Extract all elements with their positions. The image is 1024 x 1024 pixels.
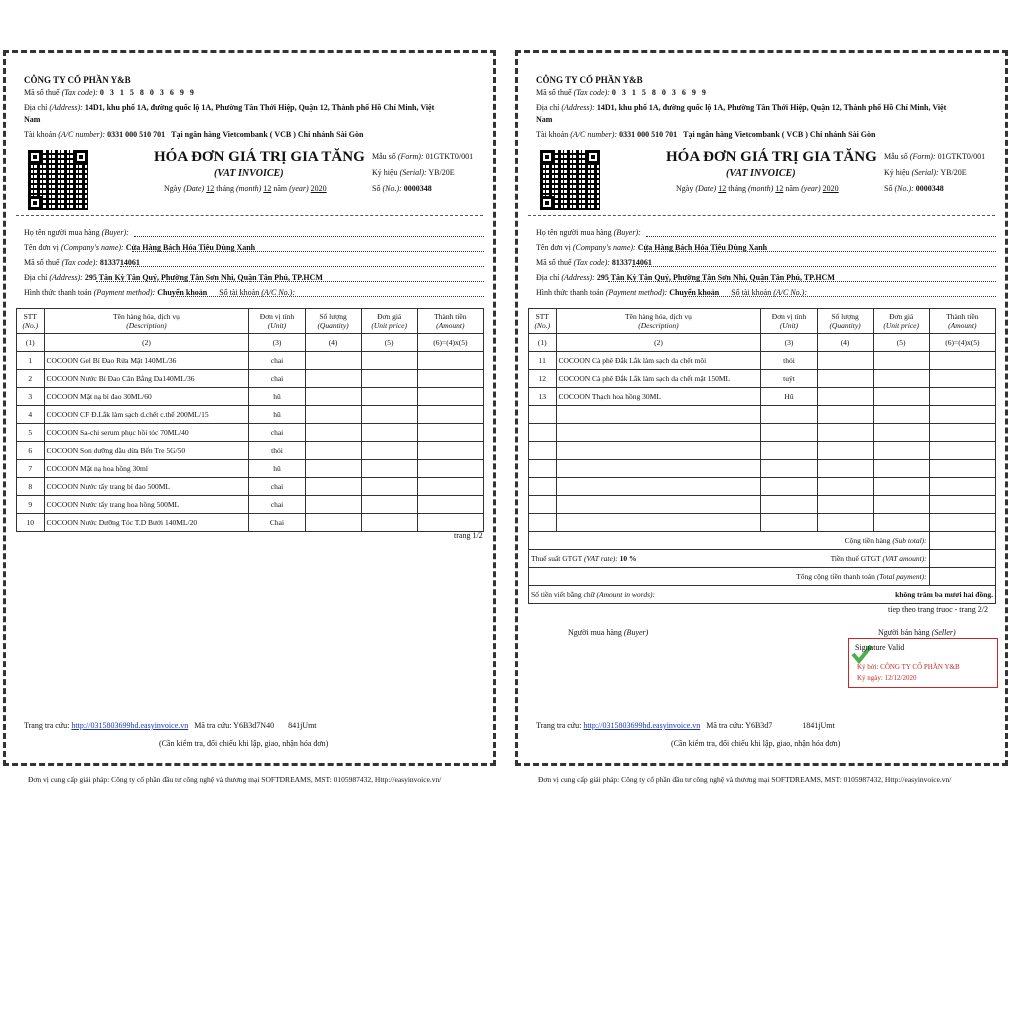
invoice-subtitle: (VAT INVOICE)	[726, 168, 796, 179]
table-row: 13 COCOON Thạch hoa hồng 30ML Hũ	[529, 388, 996, 406]
qr-code-icon	[28, 150, 88, 210]
table-row: 10 COCOON Nước Dưỡng Tóc T.D Bưởi 140ML/20 Chai	[17, 514, 484, 532]
invoice-page-2	[515, 50, 1008, 766]
items-table-page-2: STT (No.) Tên hàng hóa, dịch vụ (Description) Đơn vị tính (Unit) Số lượng (Quantity) Đơn giá (Unit price) Thành tiền (Amount) (1) (2) (3) (4) (5) (6)=(4)x(5) 11 COCOON Cà phê Đắk Lắk làm sạch da chết môi thỏi 12 COCOON Cà phê Đắk Lắk làm sạch da chết mặt 150ML tuýt 13 COCOON Thạch hoa hồng 30ML Hũ Cộng tiền hàng (Sub total): Thuế suất GTGT (VAT rate): 10 % Tiền thuế GTGT (VAT amount): Tổng cộng tiền thanh toán (Total payment): Số tiền viết bằng chữ (Amount in words): không trăm ba mươi hai đồng.	[528, 308, 996, 604]
items-table-page-1: STT (No.) Tên hàng hóa, dịch vụ (Description) Đơn vị tính (Unit) Số lượng (Quantity) Đơn giá (Unit price) Thành tiền (Amount) (1) (2) (3) (4) (5) (6)=(4)x(5) 1 COCOON Gel Bí Đao Rửa Mặt 140ML/36 chai 2 COCOON Nước Bí Đao Cân Bằng Da140ML/36 chai 3 COCOON Mặt nạ bí đao 30ML/60 hũ 4 COCOON CF Đ.Lắk làm sạch d.chết c.thể 200ML/15 hũ 5 COCOON Sa-chi serum phục hồi tóc 70ML/40 chai 6 COCOON Son dưỡng dầu dừa Bến Tre 5G/50 thỏi 7 COCOON Mặt nạ hoa hồng 30ml hũ 8 COCOON Nước tẩy trang bí đao 500ML chai 9 COCOON Nước tẩy trang hoa hồng 500ML chai 10 COCOON Nước Dưỡng Tóc T.D Bưởi 140ML/20 Chai	[16, 308, 484, 532]
seller-company-name: CÔNG TY CỔ PHẦN Y&B	[536, 75, 643, 85]
table-row-empty	[529, 442, 996, 460]
table-row-empty	[529, 406, 996, 424]
vat-row: Thuế suất GTGT (VAT rate): 10 % Tiền thuế GTGT (VAT amount):	[529, 550, 996, 568]
buyer-name-row: Họ tên người mua hàng (Buyer):	[536, 228, 641, 237]
amount-in-words-row: Số tiền viết bằng chữ (Amount in words): không trăm ba mươi hai đồng.	[529, 586, 996, 604]
seller-signature-label: Người bán hàng (Seller)	[878, 628, 956, 637]
seller-address-cont: Nam	[536, 115, 553, 124]
table-row: 9 COCOON Nước tẩy trang hoa hồng 500ML chai	[17, 496, 484, 514]
invoice-serial: Ký hiệu (Serial): YB/20E	[884, 168, 967, 177]
invoice-subtitle: (VAT INVOICE)	[214, 168, 284, 179]
signed-by: Ký bởi: CÔNG TY CỔ PHẦN Y&B	[857, 663, 960, 671]
table-row: 4 COCOON CF Đ.Lắk làm sạch d.chết c.thể 200ML/15 hũ	[17, 406, 484, 424]
signature-valid-text: Signature Valid	[855, 643, 905, 652]
table-row: 12 COCOON Cà phê Đắk Lắk làm sạch da chết mặt 150ML tuýt	[529, 370, 996, 388]
table-row-empty	[529, 478, 996, 496]
payment-row: Hình thức thanh toán (Payment method): Chuyển khoản Số tài khoản (A/C No.):	[536, 288, 807, 297]
invoice-form: Mẫu số (Form): 01GTKT0/001	[372, 152, 474, 161]
payment-row: Hình thức thanh toán (Payment method): Chuyển khoản Số tài khoản (A/C No.):	[24, 288, 295, 297]
table-row: 3 COCOON Mặt nạ bí đao 30ML/60 hũ	[17, 388, 484, 406]
table-row-empty	[529, 460, 996, 478]
invoice-title: HÓA ĐƠN GIÁ TRỊ GIA TĂNG	[154, 149, 365, 165]
invoice-number: Số (No.): 0000348	[372, 184, 432, 193]
table-row: 8 COCOON Nước tẩy trang bí đao 500ML chai	[17, 478, 484, 496]
seller-company-name: CÔNG TY CỔ PHẦN Y&B	[24, 75, 131, 85]
table-row: 2 COCOON Nước Bí Đao Cân Bằng Da140ML/36 chai	[17, 370, 484, 388]
buyer-tax-row: Mã số thuế (Tax code): 8133714061	[24, 258, 140, 267]
buyer-address-row: Địa chỉ (Address): 295 Tân Kỳ Tân Quý, Phường Tân Sơn Nhì, Quận Tân Phú, TP.HCM	[24, 273, 323, 282]
invoice-serial: Ký hiệu (Serial): YB/20E	[372, 168, 455, 177]
buyer-company-row: Tên đơn vị (Company's name): Cửa Hàng Bách Hóa Tiêu Dùng Xanh	[24, 243, 256, 252]
table-row: 6 COCOON Son dưỡng dầu dừa Bến Tre 5G/50 thỏi	[17, 442, 484, 460]
total-row: Tổng cộng tiền thanh toán (Total payment):	[529, 568, 996, 586]
invoice-date: Ngày (Date) 12 tháng (month) 12 năm (year) 2020	[164, 184, 327, 193]
qr-code-icon	[540, 150, 600, 210]
seller-account-row: Tài khoản (A/C number): 0331 000 510 701 Tại ngân hàng Vietcombank ( VCB ) Chi nhánh Sài Gòn	[536, 130, 876, 139]
invoice-title: HÓA ĐƠN GIÁ TRỊ GIA TĂNG	[666, 149, 877, 165]
invoice-number: Số (No.): 0000348	[884, 184, 944, 193]
page-1-note: trang 1/2	[454, 531, 483, 540]
buyer-tax-row: Mã số thuế (Tax code): 8133714061	[536, 258, 652, 267]
table-row-empty	[529, 496, 996, 514]
buyer-name-row: Họ tên người mua hàng (Buyer):	[24, 228, 129, 237]
lookup-row-page-2: Trang tra cứu: http://0315803699hd.easyinvoice.vn Mã tra cứu: Y6B3d7 1841jUmt	[536, 721, 835, 730]
lookup-note-page-2: (Cần kiểm tra, đối chiếu khi lập, giao, nhận hóa đơn)	[671, 739, 841, 748]
seller-address-row: Địa chỉ (Address): 14D1, khu phố 1A, đường quốc lộ 1A, Phường Tân Thới Hiệp, Quận 12, Thành phố Hồ Chí Minh, Việt	[24, 103, 435, 112]
lookup-link[interactable]: http://0315803699hd.easyinvoice.vn	[71, 721, 189, 730]
provider-footer-2: Đơn vị cung cấp giải pháp: Công ty cổ phần đầu tư công nghệ và thương mại SOFTDREAMS, MST: 0105987432, Http://easyinvoice.vn/	[538, 775, 952, 784]
seller-tax-row: Mã số thuế (Tax code): 0 3 1 5 8 0 3 6 9 9	[24, 88, 196, 97]
table-row: 5 COCOON Sa-chi serum phục hồi tóc 70ML/40 chai	[17, 424, 484, 442]
signed-date: Ký ngày: 12/12/2020	[857, 674, 917, 682]
buyer-signature-label: Người mua hàng (Buyer)	[568, 628, 649, 637]
lookup-note-page-1: (Cần kiểm tra, đối chiếu khi lập, giao, nhận hóa đơn)	[159, 739, 329, 748]
buyer-address-row: Địa chỉ (Address): 295 Tân Kỳ Tân Quý, Phường Tân Sơn Nhì, Quận Tân Phú, TP.HCM	[536, 273, 835, 282]
subtotal-row: Cộng tiền hàng (Sub total):	[529, 532, 996, 550]
invoice-date: Ngày (Date) 12 tháng (month) 12 năm (year) 2020	[676, 184, 839, 193]
seller-tax-row: Mã số thuế (Tax code): 0 3 1 5 8 0 3 6 9 9	[536, 88, 708, 97]
invoice-page-1	[3, 50, 496, 766]
seller-address-cont: Nam	[24, 115, 41, 124]
lookup-row-page-1: Trang tra cứu: http://0315803699hd.easyinvoice.vn Mã tra cứu: Y6B3d7N40 841jUmt	[24, 721, 317, 730]
seller-account-row: Tài khoản (A/C number): 0331 000 510 701 Tại ngân hàng Vietcombank ( VCB ) Chi nhánh Sài Gòn	[24, 130, 364, 139]
provider-footer-1: Đơn vị cung cấp giải pháp: Công ty cổ phần đầu tư công nghệ và thương mại SOFTDREAMS, MST: 0105987432, Http://easyinvoice.vn/	[28, 775, 442, 784]
table-row: 7 COCOON Mặt nạ hoa hồng 30ml hũ	[17, 460, 484, 478]
digital-signature-box	[848, 638, 998, 688]
table-row-empty	[529, 514, 996, 532]
table-row: 11 COCOON Cà phê Đắk Lắk làm sạch da chết môi thỏi	[529, 352, 996, 370]
page-2-note: tiep theo trang truoc - trang 2/2	[888, 605, 988, 614]
lookup-link[interactable]: http://0315803699hd.easyinvoice.vn	[583, 721, 701, 730]
invoice-form: Mẫu số (Form): 01GTKT0/001	[884, 152, 986, 161]
seller-address-row: Địa chỉ (Address): 14D1, khu phố 1A, đường quốc lộ 1A, Phường Tân Thới Hiệp, Quận 12, Thành phố Hồ Chí Minh, Việt	[536, 103, 947, 112]
table-row: 1 COCOON Gel Bí Đao Rửa Mặt 140ML/36 chai	[17, 352, 484, 370]
buyer-company-row: Tên đơn vị (Company's name): Cửa Hàng Bách Hóa Tiêu Dùng Xanh	[536, 243, 768, 252]
table-row-empty	[529, 424, 996, 442]
